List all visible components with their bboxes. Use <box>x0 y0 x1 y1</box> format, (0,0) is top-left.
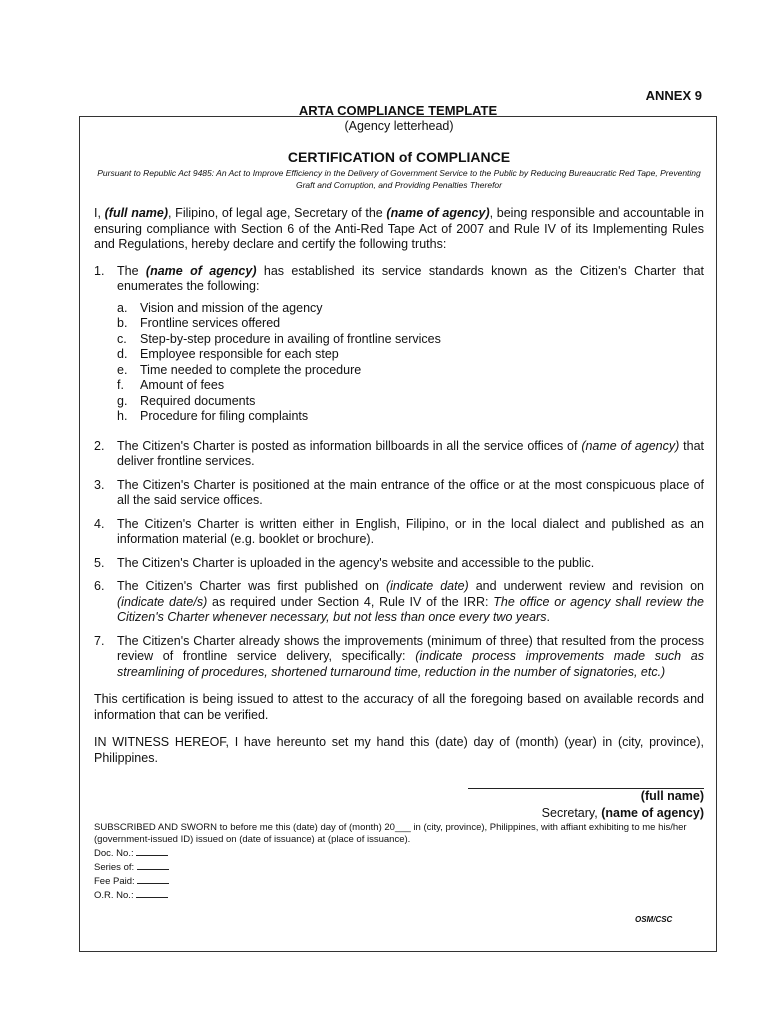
witness-paragraph: IN WITNESS HEREOF, I have hereunto set my hand this (date) day of (month) (year) in (city, province), Philippines. <box>94 735 704 765</box>
intro-paragraph: I, (full name), Filipino, of legal age, Secretary of the (name of agency), being responsible and accountable in ensuring compliance with Section 6 of the Anti-Red Tape Act of 2007 and Rule IV of its Implementing Rules and Regulations, hereby declare and certify the following truths: <box>94 206 704 251</box>
closing-paragraph: This certification is being issued to attest to the accuracy of all the foregoing based on available records and information that can be verified. <box>94 692 704 722</box>
record-field: Doc. No.: <box>94 846 704 860</box>
certificate-body <box>94 119 704 902</box>
certificate-frame <box>79 116 717 952</box>
list-item: 4. The Citizen's Charter is written either in English, Filipino, or in the local dialect and published as an information material (e.g. booklet or brochure). <box>94 516 704 546</box>
record-field: Series of: <box>94 860 704 874</box>
signatory-name: (full name) <box>640 789 704 803</box>
agency-placeholder: (name of agency) <box>386 206 490 220</box>
sub-list-item: d. Employee responsible for each step <box>117 347 339 361</box>
list-item: 6. The Citizen's Charter was first published on (indicate date) and underwent review and revision on (indicate date/s) as required under Section 4, Rule IV of the IRR: The office or agency shall review the Citizen's Charter whenever necessary, but not less than once every two years. <box>94 579 704 624</box>
list-item: 7. The Citizen's Charter already shows the improvements (minimum of three) that resulted from the process review of frontline service delivery, specifically: (indicate process improvements made such as streamlining of procedures, shortened turnaround time, reduction in the number of signatories, etc.) <box>94 633 704 679</box>
list-item: 2. The Citizen's Charter is posted as information billboards in all the service offices of (name of agency) that deliver frontline services. <box>94 438 704 468</box>
sub-list-item: c. Step-by-step procedure in availing of frontline services <box>117 331 441 346</box>
charter-contents-list <box>117 301 704 425</box>
letterhead: (Agency letterhead) <box>344 119 454 133</box>
sub-list-item: b. Frontline services offered <box>117 316 281 330</box>
certificate-subtitle: Pursuant to Republic Act 9485: An Act to Improve Efficiency in the Delivery of Government Service to the Public by Reducing Bureaucratic Red Tape, Preventing Graft and Corruption, and Providing Penalties Therefor <box>97 168 701 190</box>
record-field: O.R. No.: <box>94 888 704 902</box>
list-item: 3. The Citizen's Charter is positioned at the main entrance of the office or at the most conspicuous place of all the said service offices. <box>94 477 704 507</box>
list-item: 1. The (name of agency) has established its service standards known as the Citizen's Charter that enumerates the following: a. Vision and mission of the agency b. Frontline services offered c. Step-by-step procedure in availing of frontline services d. Employee responsible for each step e. Time needed to complete the procedure f. Amount of fees g. Required documents h. Procedure for filing complaints <box>94 263 704 423</box>
sub-list-item: g. Required documents <box>117 393 256 408</box>
full-name-placeholder: (full name) <box>104 206 169 220</box>
sworn-statement: SUBSCRIBED AND SWORN to before me this (date) day of (month) 20___ in (city, province), Philippines, with affiant exhibiting to me his/her (government-issued ID) issued on (date of issuance) at (place of issuance). <box>94 822 687 845</box>
footer-code: OSM/CSC <box>635 915 673 924</box>
template-title: ARTA COMPLIANCE TEMPLATE <box>298 103 498 118</box>
annex-label: ANNEX 9 <box>645 88 702 103</box>
list-item: 5. The Citizen's Charter is uploaded in the agency's website and accessible to the public. <box>94 555 595 570</box>
sub-list-item: f. Amount of fees <box>117 378 225 392</box>
record-field: Fee Paid: <box>94 874 704 888</box>
sub-list-item: a. Vision and mission of the agency <box>117 300 323 315</box>
signatory-title: Secretary, (name of agency) <box>541 806 704 820</box>
sub-list-item: h. Procedure for filing complaints <box>117 409 309 423</box>
certificate-title: CERTIFICATION of COMPLIANCE <box>287 149 511 165</box>
sub-list-item: e. Time needed to complete the procedure <box>117 362 362 377</box>
certification-list <box>94 264 704 681</box>
